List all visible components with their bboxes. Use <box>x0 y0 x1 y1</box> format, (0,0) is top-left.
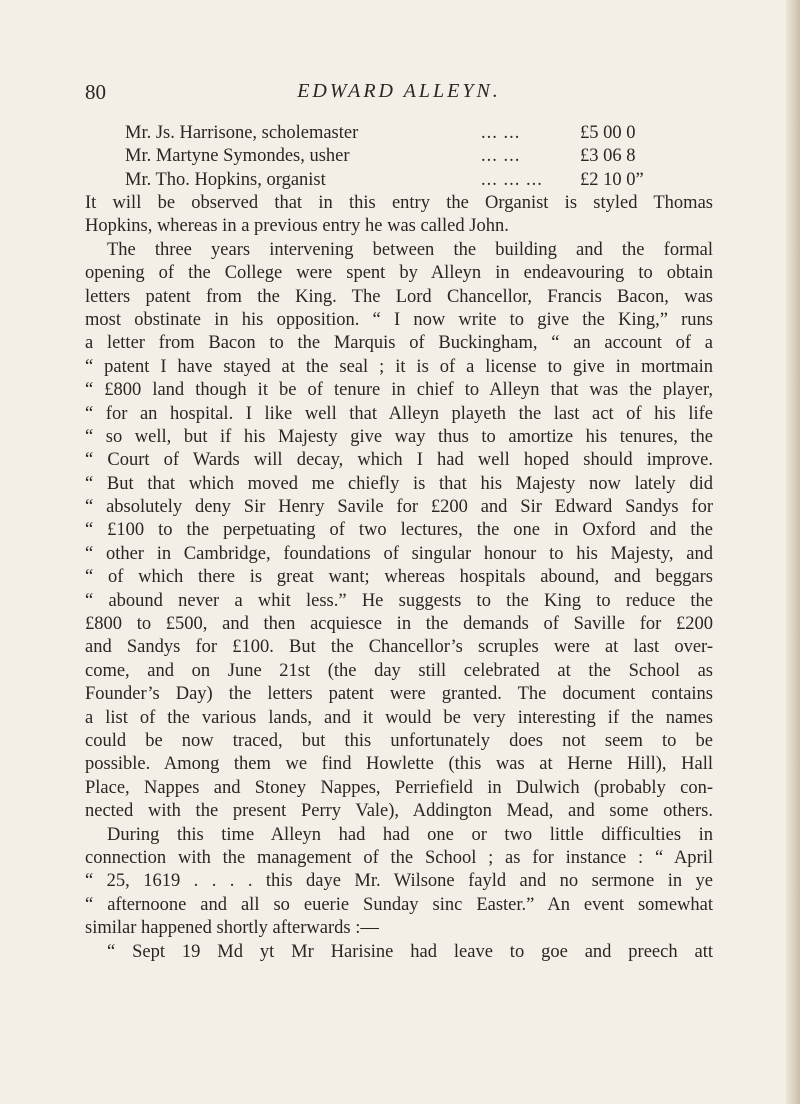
text-line: “ for an hospital. I like well that Alleyn playeth the last act of his life <box>85 403 713 424</box>
text-line: The three years intervening between the building and the formal <box>107 239 713 260</box>
running-head: EDWARD ALLEYN. <box>297 80 501 102</box>
text-line: and Sandys for £100. But the Chancellor’s scruples were at last over- <box>85 637 713 658</box>
page-header <box>85 80 713 108</box>
text-line: connection with the management of the School ; as for instance : “ April <box>85 847 713 868</box>
ledger-leader-dots: ... ... <box>481 146 521 167</box>
text-line: Hopkins, whereas in a previous entry he was called John. <box>85 216 509 237</box>
text-line: “ absolutely deny Sir Henry Savile for £200 and Sir Edward Sandys for <box>85 497 713 518</box>
ledger-name: Mr. Js. Harrisone, scholemaster <box>125 123 359 143</box>
text-line: “ £100 to the perpetuating of two lectures, the one in Oxford and the <box>85 520 713 541</box>
text-line: “ But that which moved me chiefly is that his Majesty now lately did <box>85 473 713 494</box>
text-line: “ 25, 1619 . . . . this daye Mr. Wilsone fayld and no sermone in ye <box>85 871 713 892</box>
text-line: letters patent from the King. The Lord Chancellor, Francis Bacon, was <box>85 286 713 307</box>
text-line: “ other in Cambridge, foundations of singular honour to his Majesty, and <box>85 543 713 564</box>
text-line: Place, Nappes and Stoney Nappes, Perriefield in Dulwich (probably con- <box>85 777 713 798</box>
text-line: During this time Alleyn had had one or two little difficulties in <box>107 824 713 845</box>
text-line: “ so well, but if his Majesty give way thus to amortize his tenures, the <box>85 426 713 447</box>
ledger-row <box>125 122 645 145</box>
text-line: “ afternoone and all so euerie Sunday sinc Easter.” An event somewhat <box>85 894 713 915</box>
ledger-amount: £5 00 0 <box>580 123 636 143</box>
ledger-leader-dots: ... ... ... <box>481 169 543 190</box>
text-line: nected with the present Perry Vale), Addington Mead, and some others. <box>85 801 713 822</box>
text-line: “ of which there is great want; whereas hospitals abound, and beggars <box>85 567 713 588</box>
text-line: similar happened shortly afterwards :— <box>85 918 379 939</box>
ledger-row <box>125 145 645 168</box>
ledger-amount: £3 06 8 <box>580 146 636 167</box>
text-line: It will be observed that in this entry the Organist is styled Thomas <box>85 193 713 213</box>
text-line: £800 to £500, and then acquiesce in the demands of Saville for £200 <box>85 614 713 635</box>
body-text <box>85 192 713 964</box>
ledger-row <box>125 169 645 192</box>
salary-ledger <box>125 122 645 192</box>
text-line: a list of the various lands, and it would be very interesting if the names <box>85 707 713 728</box>
text-line: “ Court of Wards will decay, which I had well hoped should improve. <box>85 450 713 471</box>
text-line: Founder’s Day) the letters patent were granted. The document contains <box>85 684 713 705</box>
text-line: “ £800 land though it be of tenure in chief to Alleyn that was the player, <box>85 380 713 401</box>
text-line: a letter from Bacon to the Marquis of Buckingham, “ an account of a <box>85 333 713 354</box>
page-number: 80 <box>85 80 106 104</box>
text-line: opening of the College were spent by Alleyn in endeavouring to obtain <box>85 263 713 284</box>
ledger-name: Mr. Martyne Symondes, usher <box>125 146 350 167</box>
ledger-name: Mr. Tho. Hopkins, organist <box>125 169 326 190</box>
text-line: most obstinate in his opposition. “ I now write to give the King,” runs <box>85 309 713 330</box>
text-line: could be now traced, but this unfortunately does not seem to be <box>85 730 713 751</box>
page-edge <box>786 0 800 1104</box>
text-line: “ abound never a whit less.” He suggests to the King to reduce the <box>85 590 713 611</box>
ledger-leader-dots: ... ... <box>481 123 521 143</box>
text-line: “ Sept 19 Md yt Mr Harisine had leave to goe and preech att <box>107 941 713 962</box>
text-line: “ patent I have stayed at the seal ; it is of a license to give in mortmain <box>85 356 713 377</box>
ledger-amount: £2 10 0” <box>580 169 644 190</box>
text-line: come, and on June 21st (the day still celebrated at the School as <box>85 660 713 681</box>
text-line: possible. Among them we find Howlette (this was at Herne Hill), Hall <box>85 754 713 775</box>
